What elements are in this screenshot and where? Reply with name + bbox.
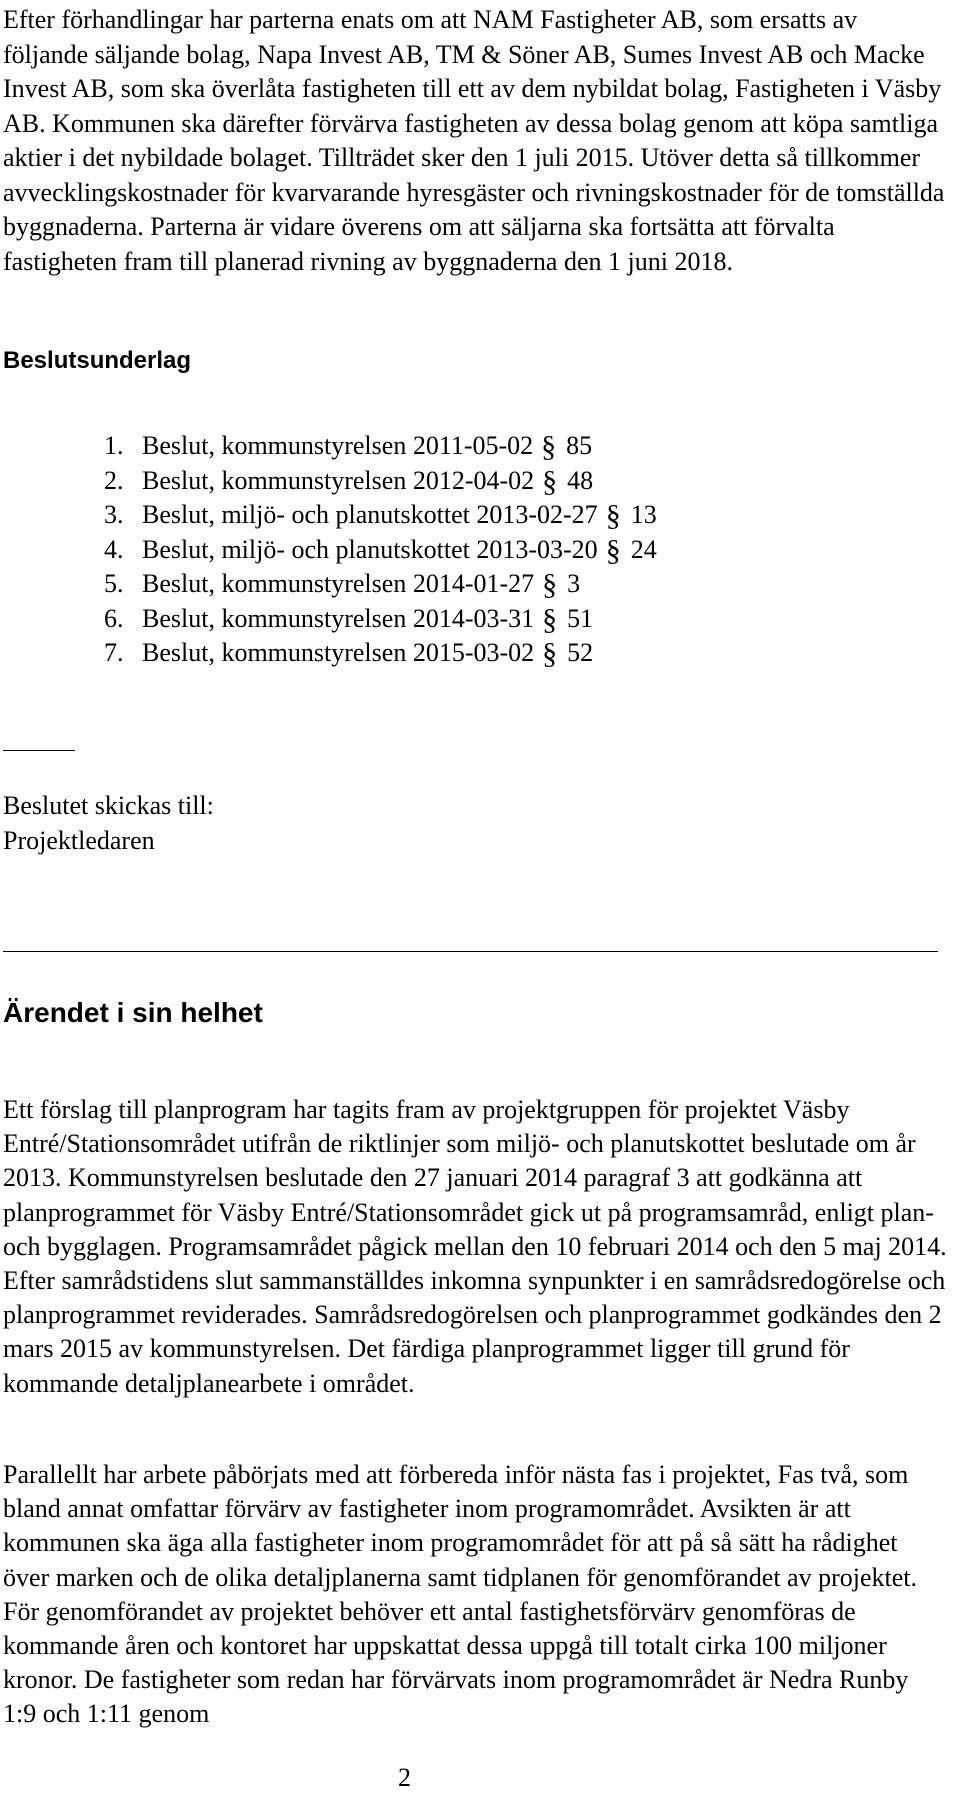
decision-list <box>104 428 657 670</box>
decision-list-item <box>104 532 657 567</box>
sendto-block <box>3 789 214 858</box>
intro-paragraph: Efter förhandlingar har parterna enats om att NAM Fastigheter AB, som ersatts av följande säljande bolag, Napa Invest AB, TM & Söner AB, Sumes Invest AB och Macke Invest AB, som ska överlåta fastigheten till ett av dem nybildat bolag, Fastigheten i Väsby AB. Kommunen ska därefter förvärva fastigheten av dessa bolag genom att köpa samtliga aktier i det nybildade bolaget. Tillträdet sker den 1 juli 2015. Utöver detta så tillkommer avvecklingskostnader för kvarvarande hyresgäster och rivningskostnader för de tomställda byggnaderna. Parterna är vidare överens om att säljarna ska fortsätta att förvalta fastigheten fram till planerad rivning av byggnaderna den 1 juni 2018. <box>3 5 945 276</box>
decision-text: Beslut, miljö- och planutskottet 2013-02-27 <box>142 500 598 529</box>
decision-paragraph-number: 3 <box>567 569 581 598</box>
decision-number: 6. <box>104 603 124 633</box>
sendto-label: Beslutet skickas till: <box>3 791 214 820</box>
arendet-paragraph: Ett förslag till planprogram har tagits fram av projektgruppen för projektet Väsby Entré/Stationsområdet utifrån de riktlinjer som miljö- och planutskottet beslutade om år 2013. Kommunstyrelsen beslutade den 27 januari 2014 paragraf 3 att godkänna att planprogrammet för Väsby Entré/Stationsområdet gick ut på programsamråd, enligt plan- och bygglagen. Programsamrådet pågick mellan den 10 februari 2014 och den 5 maj 2014. Efter samrådstidens slut sammanställdes inkomna synpunkter i en samrådsredogörelse och planprogrammet reviderades. Samrådsredogörelsen och planprogrammet godkändes den 2 mars 2015 av kommunstyrelsen. Det färdiga planprogrammet ligger till grund för kommande detaljplanearbete i området. <box>3 1095 947 1398</box>
decision-list-item <box>104 635 657 670</box>
decision-list-item <box>104 566 657 601</box>
paragraph-sign: § <box>542 464 558 498</box>
decision-list-item <box>104 497 657 532</box>
decision-paragraph-number: 48 <box>567 465 594 495</box>
decision-number: 5. <box>104 569 124 598</box>
paragraph-sign: § <box>542 602 558 636</box>
decision-number: 3. <box>104 500 124 529</box>
decision-text: Beslut, kommunstyrelsen 2014-01-27 <box>142 569 535 598</box>
decision-text: Beslut, miljö- och planutskottet 2013-03-20 <box>142 534 598 564</box>
short-divider <box>3 750 75 751</box>
sendto-recipient: Projektledaren <box>3 825 155 855</box>
paragraph-sign: § <box>542 568 558 601</box>
paragraph-sign: § <box>605 533 621 567</box>
decision-number: 7. <box>104 638 124 667</box>
decision-paragraph-number: 85 <box>566 431 593 460</box>
decision-list-item <box>104 601 657 636</box>
page-number: 2 <box>398 1763 411 1792</box>
paragraph-sign: § <box>541 430 557 463</box>
decision-paragraph-number: 13 <box>630 500 657 529</box>
beslutsunderlag-heading: Beslutsunderlag <box>3 347 192 374</box>
decision-text: Beslut, kommunstyrelsen 2015-03-02 <box>142 638 535 667</box>
decision-paragraph-number: 52 <box>567 638 594 667</box>
decision-number: 1. <box>104 431 124 460</box>
decision-text: Beslut, kommunstyrelsen 2011-05-02 <box>142 431 534 460</box>
decision-text: Beslut, kommunstyrelsen 2012-04-02 <box>142 465 535 495</box>
arendet-paragraph: Parallellt har arbete påbörjats med att förbereda inför nästa fas i projektet, Fas två, som bland annat omfattar förvärv av fastigheter inom programområdet. Avsikten är att kommunen ska äga alla fastigheter inom programområdet för att på så sätt ha rådighet över marken och de olika detaljplanerna samt tidplanen för genomförandet av projektet. För genomförandet av projektet behöver ett antal fastighetsförvärv genomföras de kommande åren och kontoret har uppskattat dessa uppgå till totalt cirka 100 miljoner kronor. De fastigheter som redan har förvärvats inom programområdet är Nedra Runby 1:9 och 1:11 genom <box>3 1460 917 1729</box>
decision-text: Beslut, kommunstyrelsen 2014-03-31 <box>142 603 535 633</box>
paragraph-sign: § <box>605 499 621 532</box>
decision-paragraph-number: 51 <box>567 603 594 633</box>
decision-paragraph-number: 24 <box>630 534 657 564</box>
paragraph-sign: § <box>542 637 558 670</box>
decision-number: 4. <box>104 534 124 564</box>
decision-list-item <box>104 428 657 463</box>
decision-list-item <box>104 463 657 498</box>
arendet-heading: Ärendet i sin helhet <box>3 997 263 1028</box>
section-divider <box>3 951 938 952</box>
decision-number: 2. <box>104 465 124 495</box>
